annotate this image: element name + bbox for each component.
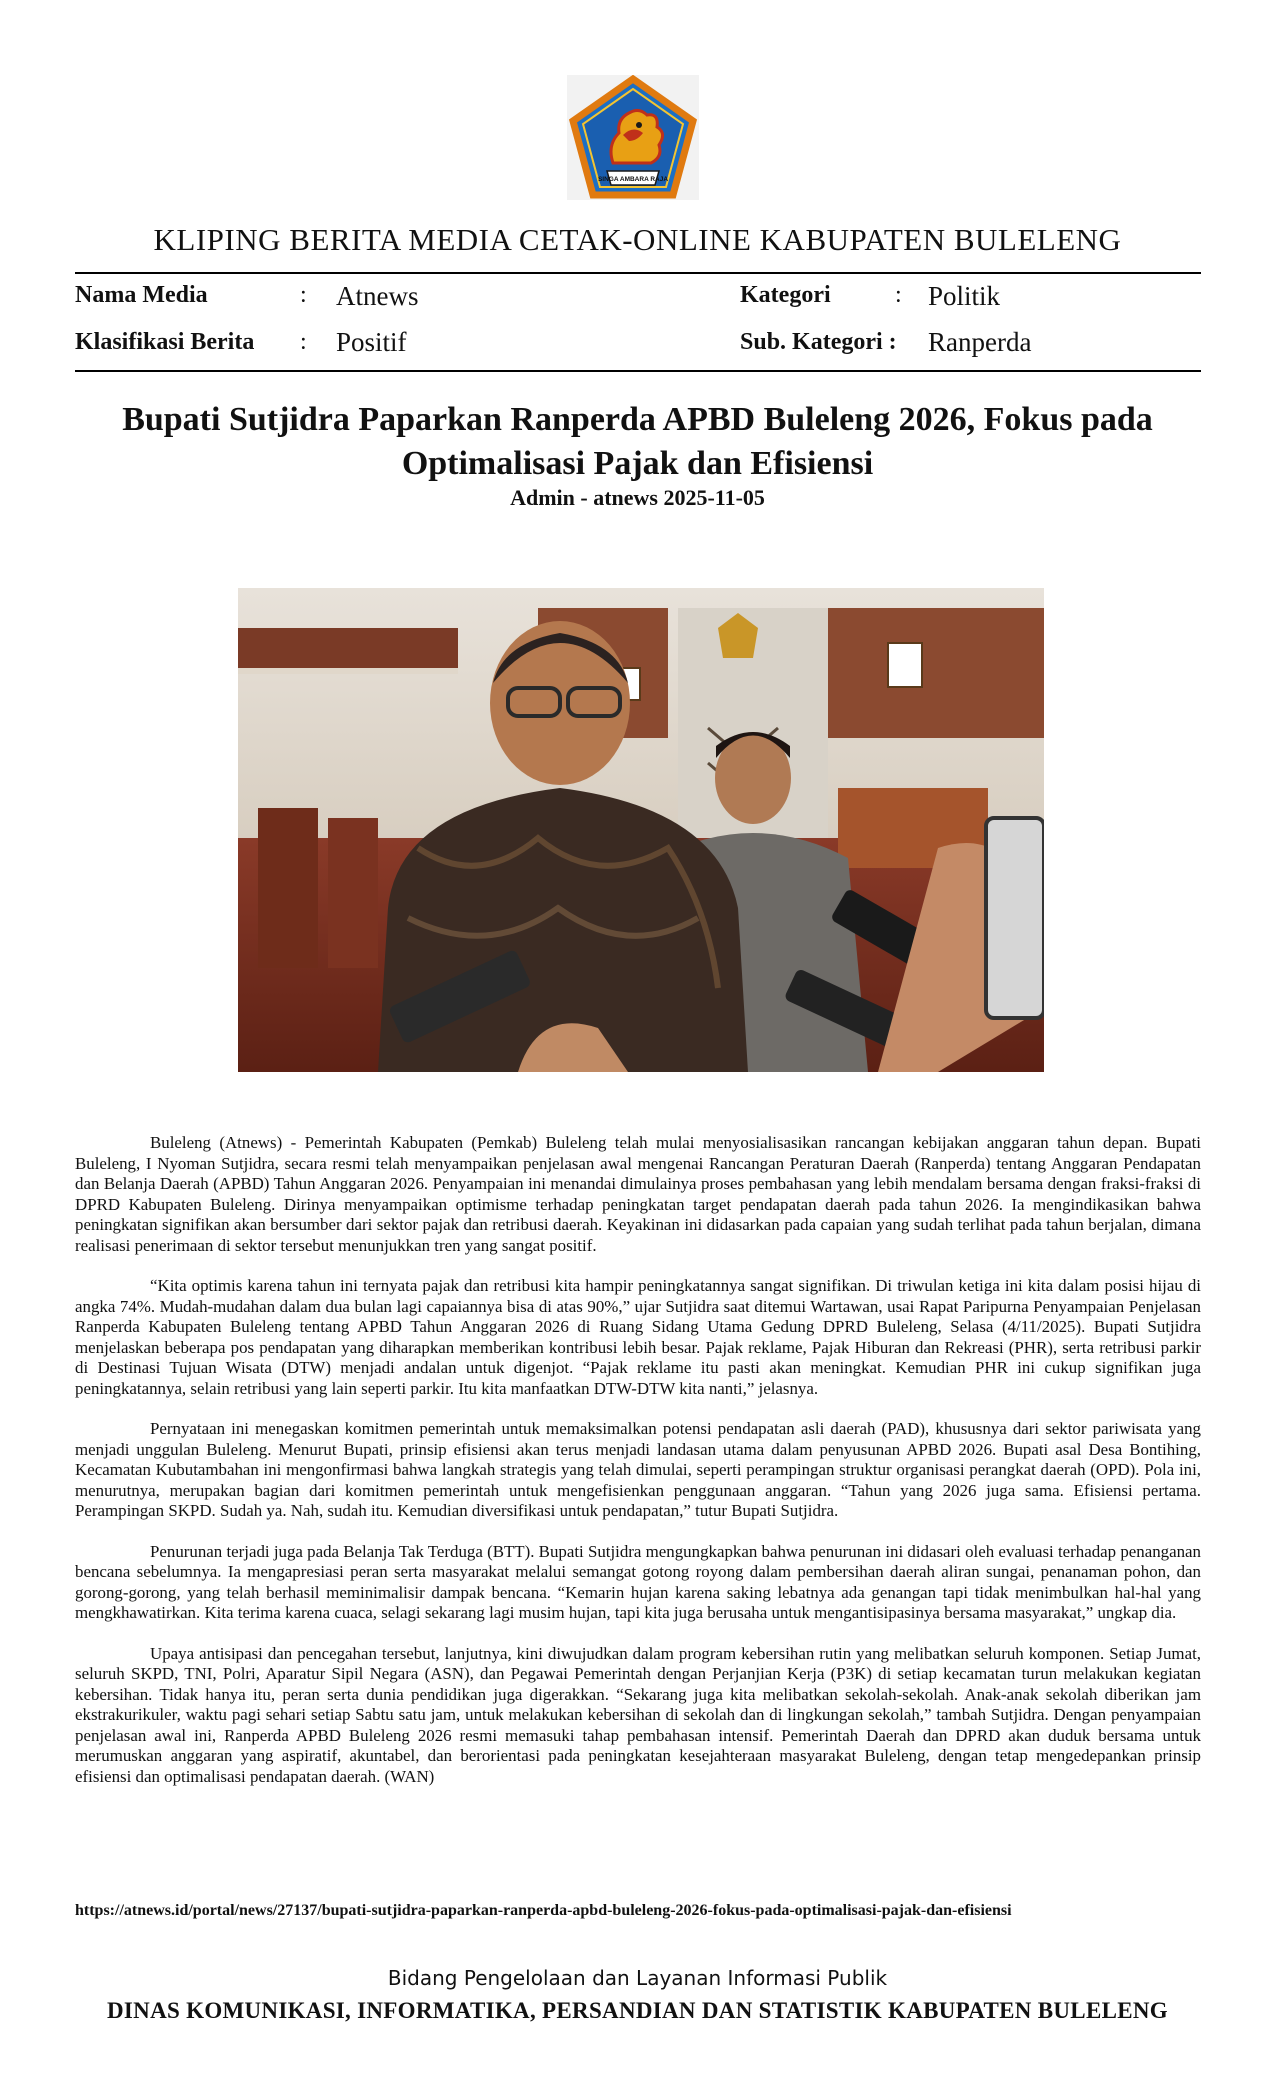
- article-source-url[interactable]: https://atnews.id/portal/news/27137/bupati-sutjidra-paparkan-ranperda-apbd-buleleng-2026-fokus-pada-optimalisasi-pajak-dan-efisiensi: [75, 1902, 1012, 1919]
- header-top-rule: [75, 272, 1201, 274]
- media-name-colon: :: [300, 282, 307, 308]
- classification-colon: :: [300, 329, 307, 355]
- sub-category-label: Sub. Kategori :: [740, 329, 897, 355]
- article-paragraph: Penurunan terjadi juga pada Belanja Tak Terduga (BTT). Bupati Sutjidra mengungkapkan bahwa penurunan ini didasari oleh evaluasi terhadap penanganan bencana sebelumnya. Ia mengapresiasi peran serta masyarakat melalui semangat gotong royong dalam pembersihan daerah aliran sungai, penanaman pohon, dan gorong-gorong, yang telah berhasil meminimalisir dampak bencana. “Kemarin hujan karena saking lebatnya ada genangan tapi tidak menimbulkan hal-hal yang mengkhawatirkan. Kita terima karena cuaca, selagi sekarang lagi musim hujan, tapi kita juga berusaha untuk mengantisipasinya bersama masyarakat,” ungkap dia.: [75, 1541, 1201, 1622]
- media-name-value: Atnews: [336, 281, 419, 311]
- article-paragraph: Buleleng (Atnews) - Pemerintah Kabupaten (Pemkab) Buleleng telah mulai menyosialisasikan rancangan kebijakan anggaran tahun depan. Bupati Buleleng, I Nyoman Sutjidra, secara resmi telah menyampaikan penjelasan awal mengenai Rancangan Peraturan Daerah (Ranperda) tentang Anggaran Pendapatan dan Belanja Daerah (APBD) Tahun Anggaran 2026. Penyampaian ini menandai dimulainya proses pembahasan yang lebih mendalam bersama dengan fraksi-fraksi di DPRD Kabupaten Buleleng. Dirinya menyampaikan optimisme terhadap peningkatan target pendapatan daerah pada tahun 2026. Ia mengindikasikan bahwa peningkatan signifikan akan bersumber dari sektor pajak dan retribusi daerah. Keyakinan ini didasarkan pada capaian yang sudah terlihat pada tahun berjalan, dimana realisasi penerimaan di sektor tersebut menunjukkan tren yang sangat positif.: [75, 1133, 1201, 1255]
- classification-label: Klasifikasi Berita: [75, 329, 255, 355]
- footer-agency: DINAS KOMUNIKASI, INFORMATIKA, PERSANDIAN DAN STATISTIK KABUPATEN BULELENG: [107, 1998, 1168, 2023]
- sub-category-value: Ranperda: [928, 327, 1032, 357]
- article-paragraph: “Kita optimis karena tahun ini ternyata pajak dan retribusi kita hampir peningkatannya sangat signifikan. Di triwulan ketiga ini kita dalam posisi hijau di angka 74%. Mudah-mudahan dalam dua bulan lagi capaiannya bisa di atas 90%,” ujar Sutjidra saat ditemui Wartawan, usai Rapat Paripurna Penyampaian Penjelasan Ranperda Kabupaten Buleleng tentang APBD Tahun Anggaran 2026 di Ruang Sidang Utama Gedung DPRD Buleleng, Selasa (4/11/2025). Bupati Sutjidra menjelaskan beberapa pos pendapatan yang diharapkan memberikan kontribusi lebih besar. Pajak reklame, Pajak Hiburan dan Rekreasi (PHR), serta retribusi parkir di Destinasi Tujuan Wisata (DTW) menjadi andalan untuk digenjot. “Pajak reklame itu pasti akan meningkat. Kemudian PHR ini cukup signifikan juga peningkatannya, selain retribusi yang lain seperti parkir. Itu kita manfaatkan DTW-DTW kita nanti,” jelasnya.: [75, 1276, 1201, 1398]
- header-bottom-rule: [75, 370, 1201, 372]
- category-label: Kategori: [740, 282, 831, 308]
- category-colon: :: [895, 282, 902, 308]
- buleleng-regency-logo: [567, 75, 699, 200]
- category-value: Politik: [928, 281, 1001, 311]
- media-name-label: Nama Media: [75, 282, 208, 308]
- article-title-line-2: Optimalisasi Pajak dan Efisiensi: [401, 445, 874, 482]
- article-body: [75, 1133, 1201, 1807]
- svg-text:SINGA AMBARA RAJA: SINGA AMBARA RAJA: [597, 176, 669, 183]
- article-paragraph: Pernyataan ini menegaskan komitmen pemerintah untuk memaksimalkan potensi pendapatan asli daerah (PAD), khususnya dari sektor pariwisata yang menjadi unggulan Buleleng. Menurut Bupati, prinsip efisiensi akan terus menjadi landasan utama dalam penyusunan APBD 2026. Bupati asal Desa Bontihing, Kecamatan Kubutambahan ini mengonfirmasi bahwa langkah strategis yang telah dimulai, seperti perampingan struktur organisasi perangkat daerah (OPD). Pola ini, menurutnya, merupakan bagian dari komitmen pemerintah untuk mengefisienkan penggunaan anggaran. “Tahun yang 2026 juga sama. Efisiensi pertama. Perampingan SKPD. Sudah ya. Nah, sudah itu. Kemudian diversifikasi untuk pendapatan,” tutur Bupati Sutjidra.: [75, 1419, 1201, 1520]
- footer-division: Bidang Pengelolaan dan Layanan Informasi Publik: [387, 1966, 888, 1990]
- article-title-line-1: Bupati Sutjidra Paparkan Ranperda APBD Buleleng 2026, Fokus pada: [122, 401, 1153, 438]
- article-paragraph: Upaya antisipasi dan pencegahan tersebut, lanjutnya, kini diwujudkan dalam program kebersihan rutin yang melibatkan seluruh komponen. Setiap Jumat, seluruh SKPD, TNI, Polri, Aparatur Sipil Negara (ASN), dan Pegawai Pemerintah dengan Perjanjian Kerja (P3K) di setiap kecamatan turun melakukan kegiatan kebersihan. Tidak hanya itu, peran serta dunia pendidikan juga digerakkan. “Sekarang juga kita melibatkan sekolah-sekolah. Anak-anak sekolah diberikan jam ekstrakurikuler, waktu pagi sehari setiap Sabtu satu jam, untuk melakukan kebersihan di sekolah dan di lingkungan sekolah,” tambah Sutjidra. Dengan penyampaian penjelasan awal ini, Ranperda APBD Buleleng 2026 resmi memasuki tahap pembahasan intensif. Pemerintah Daerah dan DPRD akan duduk bersama untuk merumuskan anggaran yang aspiratif, akuntabel, dan berorientasi pada peningkatan kesejahteraan masyarakat Buleleng, dengan tetap mengedepankan prinsip efisiensi dan optimalisasi pendapatan daerah. (WAN): [75, 1643, 1201, 1786]
- article-byline: Admin - atnews 2025-11-05: [510, 485, 765, 510]
- classification-value: Positif: [336, 327, 407, 357]
- article-title: [60, 398, 1215, 486]
- clipping-header-title: KLIPING BERITA MEDIA CETAK-ONLINE KABUPATEN BULELENG: [153, 222, 1122, 257]
- article-photo: [238, 588, 1044, 1072]
